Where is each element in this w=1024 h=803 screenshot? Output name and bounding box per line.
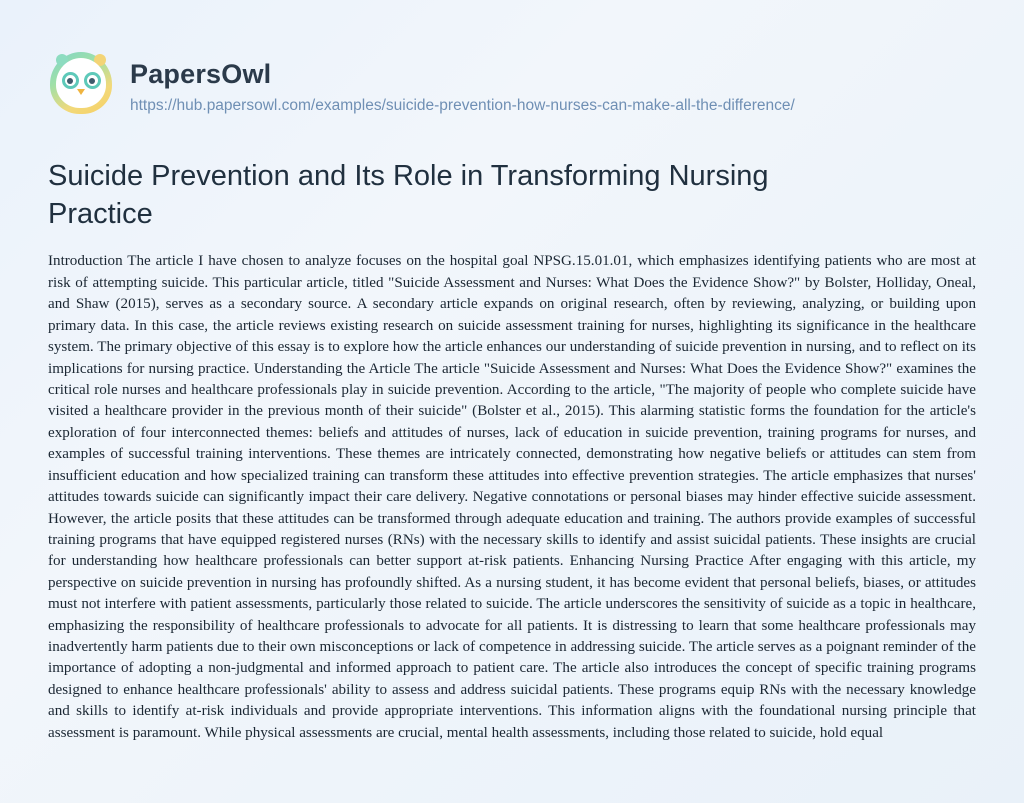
brand-name: PapersOwl [130,59,272,89]
source-url[interactable]: https://hub.papersowl.com/examples/suicide-prevention-how-nurses-can-make-all-the-difference/ [130,96,795,114]
brand-block [130,52,795,117]
page-title: Suicide Prevention and Its Role in Transforming Nursing Practice [48,159,769,231]
article-body: Introduction The article I have chosen to analyze focuses on the hospital goal NPSG.15.01.01, which emphasizes identifying patients who are most at risk of attempting suicide. This particular article, titled "Suicide Assessment and Nurses: What Does the Evidence Show?" by Bolster, Holliday, Oneal, and Shaw (2015), serves as a secondary source. A secondary article expands on original research, often by reviewing, analyzing, or building upon primary data. In this case, the article reviews existing research on suicide assessment training for nurses, highlighting its significance in the healthcare system. The primary objective of this essay is to explore how the article enhances our understanding of suicide prevention in nursing, and to reflect on its implications for nursing practice. Understanding the Article The article "Suicide Assessment and Nurses: What Does the Evidence Show?" examines the critical role nurses and healthcare professionals play in suicide prevention. According to the article, "The majority of people who complete suicide have visited a healthcare provider in the previous month of their suicide" (Bolster et al., 2015). This alarming statistic forms the foundation for the article's exploration of four interconnected themes: beliefs and attitudes of nurses, lack of education in suicide prevention, training programs for nurses, and examples of successful training interventions. These themes are intricately connected, demonstrating how negative beliefs or attitudes can stem from insufficient education and how specialized training can transform these attitudes into effective prevention strategies. The article emphasizes that nurses' attitudes towards suicide can significantly impact their care delivery. Negative connotations or personal biases may hinder effective suicide assessment. However, the article posits that these attitudes can be transformed through adequate education and training. The authors provide examples of successful training programs that have equipped registered nurses (RNs) with the necessary skills to identify and assist suicidal patients. These insights are crucial for understanding how healthcare professionals can better support at-risk patients. Enhancing Nursing Practice After engaging with this article, my perspective on suicide prevention in nursing has profoundly shifted. As a nursing student, it has become evident that personal beliefs, biases, or attitudes must not interfere with patient assessments, particularly those related to suicide. The article underscores the sensitivity of suicide as a topic in healthcare, emphasizing the responsibility of healthcare professionals to advocate for all patients. It is distressing to learn that some healthcare professionals may inadvertently harm patients due to their own misconceptions or lack of competence in addressing suicide. The article serves as a poignant reminder of the importance of adopting a non-judgmental and informed approach to patient care. The article also introduces the concept of specific training programs designed to enhance healthcare professionals' ability to assess and address suicidal patients. These programs equip RNs with the necessary knowledge and skills to identify at-risk individuals and provide appropriate interventions. This information aligns with the foundational nursing principle that assessment is paramount. While physical assessments are crucial, mental health assessments, including those related to suicide, hold equal [48,253,976,741]
owl-icon [50,52,112,114]
site-header [46,0,978,117]
